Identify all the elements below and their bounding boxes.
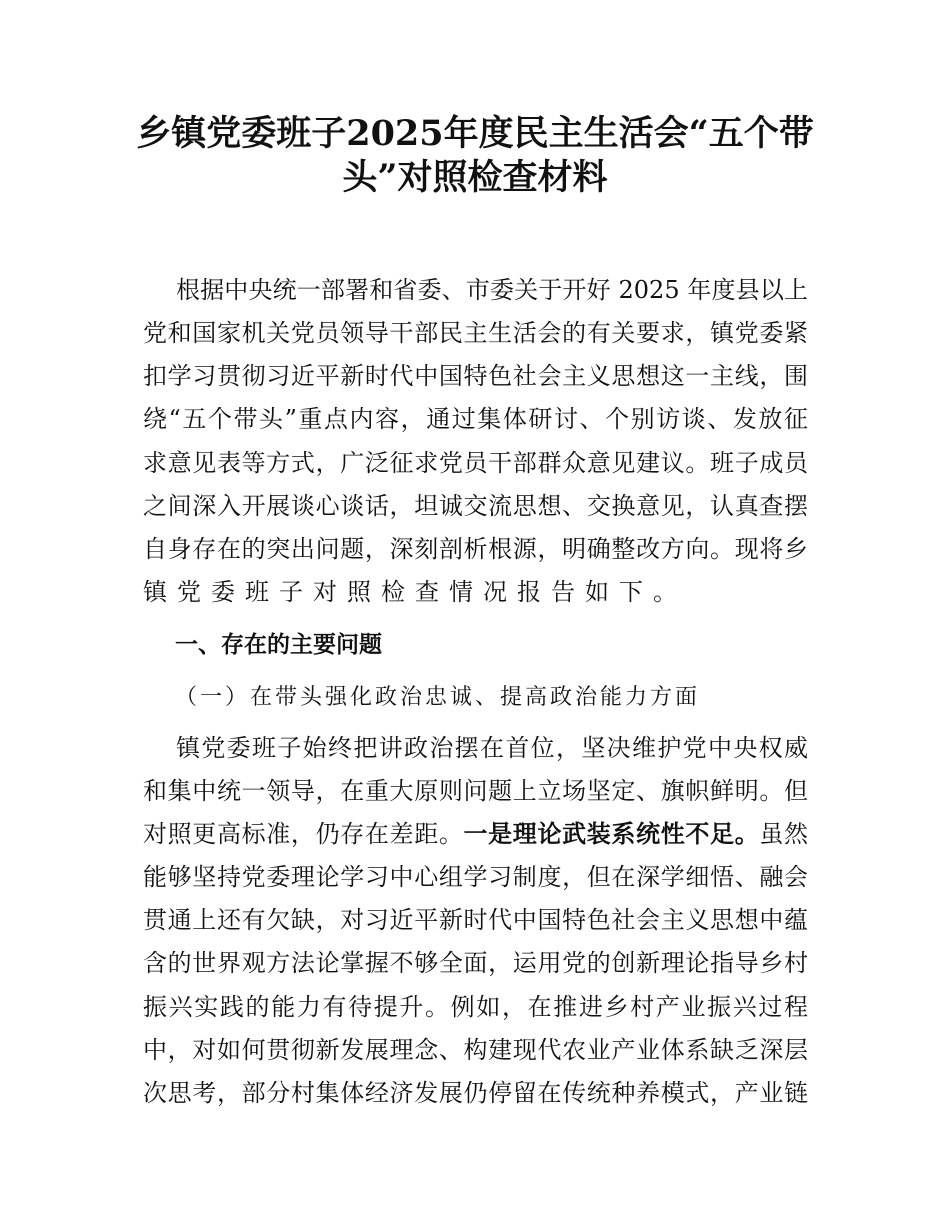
- paragraph-line: 镇党委班子始终把讲政治摆在首位，坚决维护党中央权威: [176, 734, 808, 762]
- title-line-2: 头”对照检查材料: [342, 157, 608, 198]
- paragraph-line: 根据中央统一部署和省委、市委关于开好 2025 年度县以上: [176, 276, 808, 304]
- paragraph-line: 自身存在的突出问题，深刻剖析根源，明确整改方向。现将乡: [143, 535, 808, 563]
- bold-key-point: 一是理论武装系统性不足。: [463, 820, 760, 848]
- paragraph-line: 贯通上还有欠缺，对习近平新时代中国特色社会主义思想中蕴: [143, 906, 808, 934]
- paragraph-line: 次思考，部分村集体经济发展仍停留在传统种养模式，产业链: [143, 1079, 808, 1107]
- paragraph-line: 党和国家机关党员领导干部民主生活会的有关要求，镇党委紧: [143, 319, 808, 347]
- text-segment: 对照更高标准，仍存在差距。: [143, 820, 464, 848]
- paragraph-line: 之间深入开展谈心谈话，坦诚交流思想、交换意见，认真查摆: [143, 492, 808, 520]
- text-segment: 虽然: [759, 820, 809, 848]
- paragraph-line: 能够坚持党委理论学习中心组学习制度，但在深学细悟、融会: [143, 863, 808, 891]
- subsection-heading: （一）在带头强化政治忠诚、提高政治能力方面: [175, 685, 701, 710]
- document-title: [130, 112, 820, 200]
- title-line-1: 乡镇党委班子2025年度民主生活会“五个带: [136, 113, 814, 154]
- paragraph-line: [143, 813, 808, 856]
- paragraph-line: 含的世界观方法论掌握不够全面，运用党的创新理论指导乡村: [143, 949, 808, 977]
- paragraph-line: 扣学习贯彻习近平新时代中国特色社会主义思想这一主线，围: [143, 362, 808, 390]
- paragraph-line: 镇党委班子对照检查情况报告如下。: [143, 578, 687, 606]
- paragraph-line: 绕“五个带头”重点内容，通过集体研讨、个别访谈、发放征: [143, 405, 808, 433]
- paragraph-line: 振兴实践的能力有待提升。例如，在推进乡村产业振兴过程: [143, 993, 808, 1021]
- paragraph-line: 求意见表等方式，广泛征求党员干部群众意见建议。班子成员: [143, 449, 808, 477]
- paragraph-line: 和集中统一领导，在重大原则问题上立场坚定、旗帜鲜明。但: [143, 777, 808, 805]
- paragraph-line: 中，对如何贯彻新发展理念、构建现代农业产业体系缺乏深层: [143, 1036, 808, 1064]
- section-heading: 一、存在的主要问题: [175, 632, 382, 658]
